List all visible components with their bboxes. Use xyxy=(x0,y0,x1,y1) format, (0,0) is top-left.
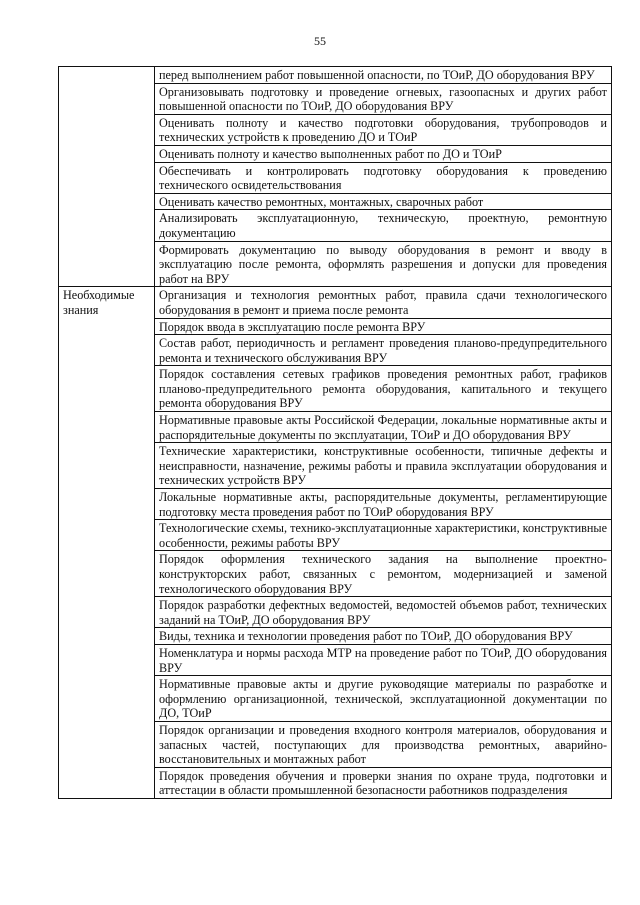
table-cell: Состав работ, периодичность и регламент проведения планово-предупредительного ремонта и технического обслуживания ВРУ xyxy=(155,335,612,366)
table-cell: Нормативные правовые акты Российской Федерации, локальные нормативные акты и распорядительные документы по эксплуатации, ТОиР и ДО оборудования ВРУ xyxy=(155,412,612,443)
table-cell: Порядок организации и проведения входного контроля материалов, оборудования и запасных частей, поступающих для производства ремонтных, аварийно-восстановительных и монтажных работ xyxy=(155,721,612,767)
table-cell: Оценивать полноту и качество подготовки оборудования, трубопроводов и технических устройств к проведению ДО и ТОиР xyxy=(155,114,612,145)
table-cell: Виды, техника и технологии проведения работ по ТОиР, ДО оборудования ВРУ xyxy=(155,628,612,645)
table-row xyxy=(59,67,612,84)
table-cell: Локальные нормативные акты, распорядительные документы, регламентирующие подготовку места проведения работ по ТОиР оборудования ВРУ xyxy=(155,489,612,520)
table-row xyxy=(59,287,612,318)
page-number: 55 xyxy=(314,34,326,48)
table-cell: Порядок проведения обучения и проверки знания по охране труда, подготовки и аттестации в области промышленной безопасности работников подразделения xyxy=(155,767,612,798)
knowledge-label: Необходимые знания xyxy=(59,287,155,799)
table-cell: Анализировать эксплуатационную, техническую, проектную, ремонтную документацию xyxy=(155,210,612,241)
table-cell: Технологические схемы, технико-эксплуатационные характеристики, конструктивные особенности, режимы работы ВРУ xyxy=(155,520,612,551)
table-cell: Номенклатура и нормы расхода МТР на проведение работ по ТОиР, ДО оборудования ВРУ xyxy=(155,644,612,675)
table-cell: Порядок оформления технического задания на выполнение проектно-конструкторских работ, связанных с ремонтом, модернизацией и заменой технологического оборудования ВРУ xyxy=(155,551,612,597)
table-cell: Организация и технология ремонтных работ, правила сдачи технологического оборудования в ремонт и приема после ремонта xyxy=(155,287,612,318)
table-cell: перед выполнением работ повышенной опасности, по ТОиР, ДО оборудования ВРУ xyxy=(155,67,612,84)
table-cell: Нормативные правовые акты и другие руководящие материалы по разработке и оформлению организационной, технической, эксплуатационной документации по ДО, ТОиР xyxy=(155,676,612,722)
label-cell-skills-continued xyxy=(59,67,155,287)
table-cell: Технические характеристики, конструктивные особенности, типичные дефекты и неисправности, назначение, режимы работы и правила эксплуатации оборудования и технических устройств ВРУ xyxy=(155,443,612,489)
table-cell: Обеспечивать и контролировать подготовку оборудования к проведению технического освидетельствования xyxy=(155,162,612,193)
competency-table xyxy=(58,66,612,799)
table-cell: Порядок ввода в эксплуатацию после ремонта ВРУ xyxy=(155,318,612,335)
table-cell: Порядок разработки дефектных ведомостей, ведомостей объемов работ, технических заданий на ТОиР, ДО оборудования ВРУ xyxy=(155,597,612,628)
table-cell: Порядок составления сетевых графиков проведения ремонтных работ, графиков планово-предупредительного ремонта оборудования, капитального и текущего ремонта оборудования ВРУ xyxy=(155,366,612,412)
table-cell: Формировать документацию по выводу оборудования в ремонт и вводу в эксплуатацию после ремонта, оформлять разрешения и допуски для проведения работ на ВРУ xyxy=(155,241,612,287)
table-cell: Организовывать подготовку и проведение огневых, газоопасных и других работ повышенной опасности по ТОиР, ДО оборудования ВРУ xyxy=(155,83,612,114)
table-cell: Оценивать полноту и качество выполненных работ по ДО и ТОиР xyxy=(155,145,612,162)
table-cell: Оценивать качество ремонтных, монтажных, сварочных работ xyxy=(155,193,612,210)
